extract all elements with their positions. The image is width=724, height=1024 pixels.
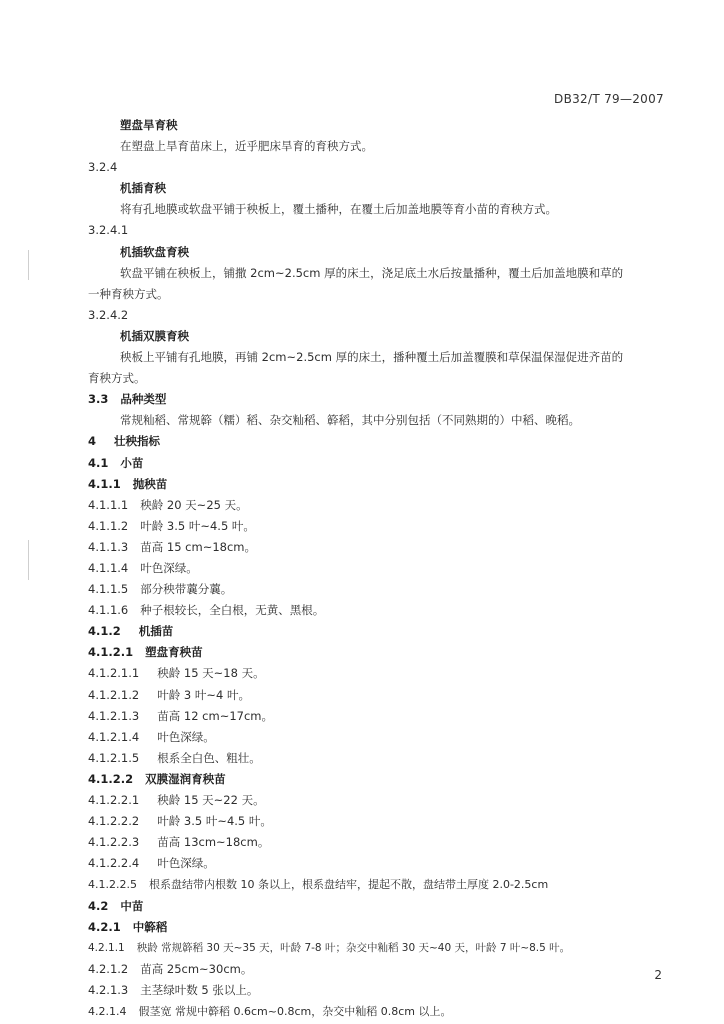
item-4-1-2-2-2: 4.1.2.2.2 叶龄 3.5 叶~4.5 叶。 [88,814,272,828]
definition-text: 将有孔地膜或软盘平铺于秧板上，覆土播种，在覆土后加盖地膜等育小苗的育秧方式。 [120,202,557,216]
definition-text: 软盘平铺在秧板上，铺撒 2cm~2.5cm 厚的床土，浇足底土水后按量播种，覆土后加盖地膜和草的 [120,266,624,280]
item-4-1-2-2-1: 4.1.2.2.1 秧龄 15 天~22 天。 [88,793,265,807]
item-4-1-1-5: 4.1.1.5 部分秧带蘘分蘘。 [88,582,233,596]
definition-text: 秧板上平铺有孔地膜，再铺 2cm~2.5cm 厚的床土，播种覆土后加盖覆膜和草保温保湿促进齐苗的 [120,350,624,364]
variety-text: 常规籼稻、常规簳（糯）稻、杂交籼稻、簳稻，其中分别包括（不同熟期的）中稻、晚稻。 [120,413,580,427]
scan-margin-mark [28,540,29,580]
item-4-1-1-3: 4.1.1.3 苗高 15 cm~18cm。 [88,540,256,554]
section-number: 3.2.4 [88,160,118,174]
item-4-1-2-1-3: 4.1.2.1.3 苗高 12 cm~17cm。 [88,709,273,723]
item-4-1-1-6: 4.1.1.6 种子根较长，全白根，无黄、黑根。 [88,603,325,617]
item-4-2-1-3: 4.2.1.3 主茎绿叶数 5 张以上。 [88,983,259,997]
heading-4-1-2-1: 4.1.2.1 塑盘育秧苗 [88,645,203,659]
section-heading-3-3: 3.3 品种类型 [88,392,167,406]
document-code: DB32/T 79—2007 [554,92,664,106]
item-4-1-2-2-3: 4.1.2.2.3 苗高 13cm~18cm。 [88,835,270,849]
item-4-2-1-4: 4.2.1.4 假茎宽 常规中簳稻 0.6cm~0.8cm，杂交中籼稻 0.8cm 以上。 [88,1005,452,1018]
page-number: 2 [654,968,662,982]
item-4-1-2-2-4: 4.1.2.2.4 叶色深绿。 [88,856,215,870]
item-4-2-1-2: 4.2.1.2 苗高 25cm~30cm。 [88,962,253,976]
term-soft-tray: 机插软盘育秧 [120,245,189,259]
item-4-1-1-1: 4.1.1.1 秧龄 20 天~25 天。 [88,498,248,512]
item-4-2-1-1: 4.2.1.1 秧龄 常规簳稻 30 天~35 天，叶龄 7-8 叶；杂交中籼稻 30 天~40 天，叶龄 7 叶~8.5 叶。 [88,942,571,954]
scan-margin-mark [28,250,29,280]
heading-4-2-1: 4.2.1 中簳稻 [88,920,168,934]
definition-text: 在塑盘上旱育苗床上，近乎肥床旱育的育秧方式。 [120,139,373,153]
heading-4-1-1: 4.1.1 抛秧苗 [88,477,168,491]
section-number: 3.2.4.1 [88,223,129,237]
heading-4-2: 4.2 中苗 [88,899,144,913]
item-4-1-1-2: 4.1.1.2 叶龄 3.5 叶~4.5 叶。 [88,519,255,533]
term-double-film: 机插双膜育秧 [120,329,189,343]
term-machine-seedling: 机插育秧 [120,181,166,195]
heading-4-1-2-2: 4.1.2.2 双膜湿润育秧苗 [88,772,226,786]
definition-text-cont: 一种育秧方式。 [88,287,169,301]
section-number: 3.2.4.2 [88,308,129,322]
heading-4-1: 4.1 小苗 [88,456,144,470]
item-4-1-2-1-4: 4.1.2.1.4 叶色深绿。 [88,730,215,744]
item-4-1-2-1-2: 4.1.2.1.2 叶龄 3 叶~4 叶。 [88,688,250,702]
item-4-1-2-2-5: 4.1.2.2.5 根系盘结带内根数 10 条以上，根系盘结牢，提起不散，盘结带土厚度 2.0-2.5cm [88,878,549,891]
term-tray-dry-seedling: 塑盘旱育秧 [120,118,178,132]
section-heading-4: 4 壮秧指标 [88,434,161,448]
item-4-1-2-1-1: 4.1.2.1.1 秧龄 15 天~18 天。 [88,666,265,680]
item-4-1-2-1-5: 4.1.2.1.5 根系全白色、粗壮。 [88,751,261,765]
item-4-1-1-4: 4.1.1.4 叶色深绿。 [88,561,198,575]
heading-4-1-2: 4.1.2 机插苗 [88,624,174,638]
definition-text-cont: 育秧方式。 [88,371,146,385]
